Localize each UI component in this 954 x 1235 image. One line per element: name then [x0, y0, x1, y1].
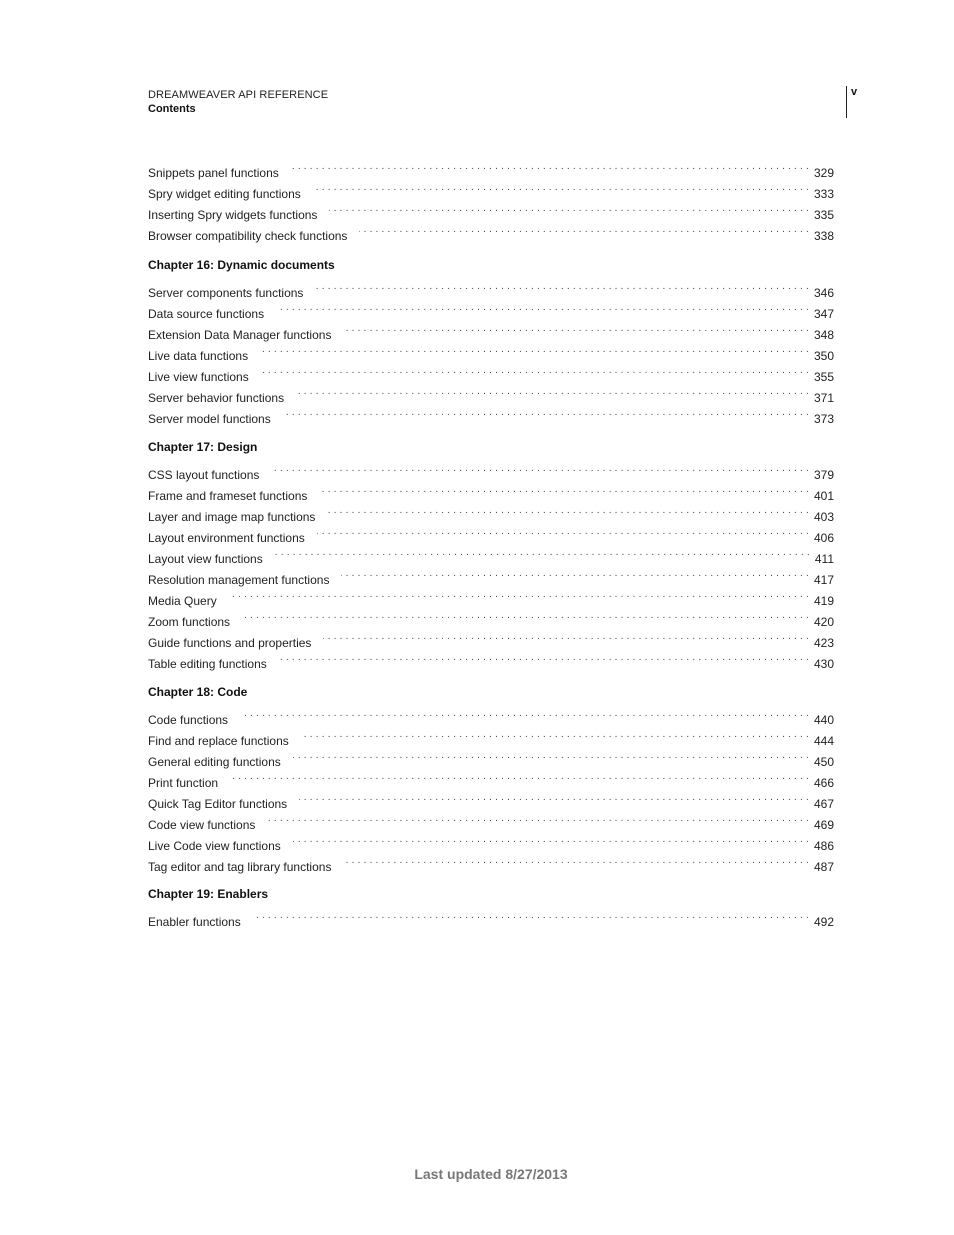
dot-leader	[230, 766, 812, 787]
dot-leader	[275, 542, 813, 563]
toc-entry-page: 406	[813, 531, 834, 545]
toc-entry-page: 350	[813, 349, 834, 363]
dot-leader	[301, 724, 812, 745]
toc-entry-page: 450	[813, 755, 834, 769]
dot-leader	[319, 479, 812, 500]
dot-leader	[253, 905, 812, 926]
toc-entry-page: 469	[813, 818, 834, 832]
dot-leader	[283, 402, 812, 423]
last-updated-footer: Last updated 8/27/2013	[414, 1166, 568, 1182]
toc-entry-label: Guide functions and properties	[148, 636, 312, 650]
toc-entry-label: Code functions	[148, 713, 229, 727]
toc-entry-label: Spry widget editing functions	[148, 187, 301, 201]
dot-leader	[343, 318, 812, 339]
dot-leader	[276, 297, 812, 318]
dot-leader	[293, 829, 812, 850]
toc-entry[interactable]	[148, 703, 834, 727]
dot-leader	[279, 647, 812, 668]
toc-entry-page: 348	[813, 328, 834, 342]
toc-entry-label: Inserting Spry widgets functions	[148, 208, 318, 222]
toc-group-chapter-18	[148, 683, 834, 874]
toc-entry-label: Extension Data Manager functions	[148, 328, 332, 342]
dot-leader	[261, 360, 812, 381]
toc-entry-page: 492	[813, 915, 834, 929]
toc-entry-page: 419	[813, 594, 834, 608]
toc-entry[interactable]	[148, 156, 834, 180]
toc-group-chapter-17	[148, 438, 834, 671]
toc-entry-label: Resolution management functions	[148, 573, 330, 587]
toc-entry-page: 403	[813, 510, 834, 524]
dot-leader	[242, 605, 812, 626]
toc-entry-page: 411	[814, 552, 834, 566]
toc-group-chapter-16	[148, 256, 834, 426]
toc-entry[interactable]	[148, 626, 834, 650]
toc-entry-page: 373	[813, 412, 834, 426]
chapter-heading[interactable]: Chapter 16: Dynamic documents	[148, 258, 335, 272]
toc-entry-label: Enabler functions	[148, 915, 241, 929]
toc-entry-label: Layout view functions	[148, 552, 263, 566]
toc-entry-label: Live Code view functions	[148, 839, 281, 853]
toc-entry-label: Table editing functions	[148, 657, 267, 671]
toc-entry-page: 347	[813, 307, 834, 321]
dot-leader	[341, 563, 812, 584]
toc-entry-label: Browser compatibility check functions	[148, 229, 348, 243]
toc-entry[interactable]	[148, 276, 834, 300]
toc-entry-label: Live view functions	[148, 370, 249, 384]
chapter-heading[interactable]: Chapter 18: Code	[148, 685, 248, 699]
dot-leader	[267, 808, 812, 829]
toc-entry-page: 338	[813, 229, 834, 243]
toc-entry-label: Server components functions	[148, 286, 304, 300]
section-title: Contents	[148, 103, 196, 115]
toc-entry-label: Server behavior functions	[148, 391, 285, 405]
toc-entry[interactable]	[148, 584, 834, 608]
toc-entry-page: 444	[813, 734, 834, 748]
dot-leader	[317, 521, 812, 542]
toc-entry-label: Server model functions	[148, 412, 271, 426]
toc-entry-label: Tag editor and tag library functions	[148, 860, 332, 874]
toc-entry-page: 487	[813, 860, 834, 874]
toc-entry[interactable]	[148, 458, 834, 482]
toc-entry-label: General editing functions	[148, 755, 281, 769]
dot-leader	[293, 745, 812, 766]
toc-entry-label: Zoom functions	[148, 615, 231, 629]
toc-entry-label: Print function	[148, 776, 219, 790]
toc-entry-page: 467	[813, 797, 834, 811]
toc-entry-page: 379	[813, 468, 834, 482]
dot-leader	[315, 276, 812, 297]
page-header	[148, 88, 328, 117]
toc-entry[interactable]	[148, 787, 834, 811]
toc-entry-label: CSS layout functions	[148, 468, 260, 482]
dot-leader	[327, 500, 812, 521]
dot-leader	[299, 787, 812, 808]
dot-leader	[291, 156, 812, 177]
toc-entry[interactable]	[148, 905, 834, 929]
toc-group-chapter-19	[148, 885, 834, 929]
chapter-heading[interactable]: Chapter 19: Enablers	[148, 887, 269, 901]
toc-entry-label: Frame and frameset functions	[148, 489, 308, 503]
dot-leader	[260, 339, 812, 360]
toc-entry-label: Find and replace functions	[148, 734, 289, 748]
toc-entry-label: Layout environment functions	[148, 531, 305, 545]
toc-entry-page: 430	[813, 657, 834, 671]
toc-entry-page: 333	[813, 187, 834, 201]
dot-leader	[323, 626, 812, 647]
page-number: v	[851, 86, 858, 98]
dot-leader	[296, 381, 812, 402]
toc-entry-page: 401	[813, 489, 834, 503]
toc-entry[interactable]	[148, 724, 834, 748]
toc-entry-page: 423	[813, 636, 834, 650]
dot-leader	[343, 850, 812, 871]
toc-entry-label: Live data functions	[148, 349, 249, 363]
document-title: DREAMWEAVER API REFERENCE	[148, 89, 329, 101]
toc-entry-page: 335	[813, 208, 834, 222]
toc-entry-page: 346	[813, 286, 834, 300]
dot-leader	[359, 219, 812, 240]
dot-leader	[229, 584, 812, 605]
toc-entry-label: Layer and image map functions	[148, 510, 316, 524]
toc-entry-page: 466	[813, 776, 834, 790]
toc-entry-label: Quick Tag Editor functions	[148, 797, 288, 811]
toc-entry-page: 440	[813, 713, 834, 727]
toc-entry-label: Media Query	[148, 594, 217, 608]
toc-entry[interactable]	[148, 605, 834, 629]
toc-entry-label: Snippets panel functions	[148, 166, 279, 180]
dot-leader	[240, 703, 812, 724]
dot-leader	[329, 198, 812, 219]
toc-entry-page: 417	[813, 573, 834, 587]
toc-group-continued	[148, 156, 834, 243]
toc-entry-page: 329	[813, 166, 834, 180]
toc-entry-page: 486	[813, 839, 834, 853]
toc-entry-page: 371	[813, 391, 834, 405]
toc-entry-label: Code view functions	[148, 818, 256, 832]
dot-leader	[313, 177, 812, 198]
toc-entry-label: Data source functions	[148, 307, 265, 321]
toc-entry-page: 420	[813, 615, 834, 629]
dot-leader	[271, 458, 812, 479]
toc-entry[interactable]	[148, 766, 834, 790]
page-marker-rule	[846, 86, 847, 118]
chapter-heading[interactable]: Chapter 17: Design	[148, 440, 258, 454]
toc-entry-page: 355	[813, 370, 834, 384]
